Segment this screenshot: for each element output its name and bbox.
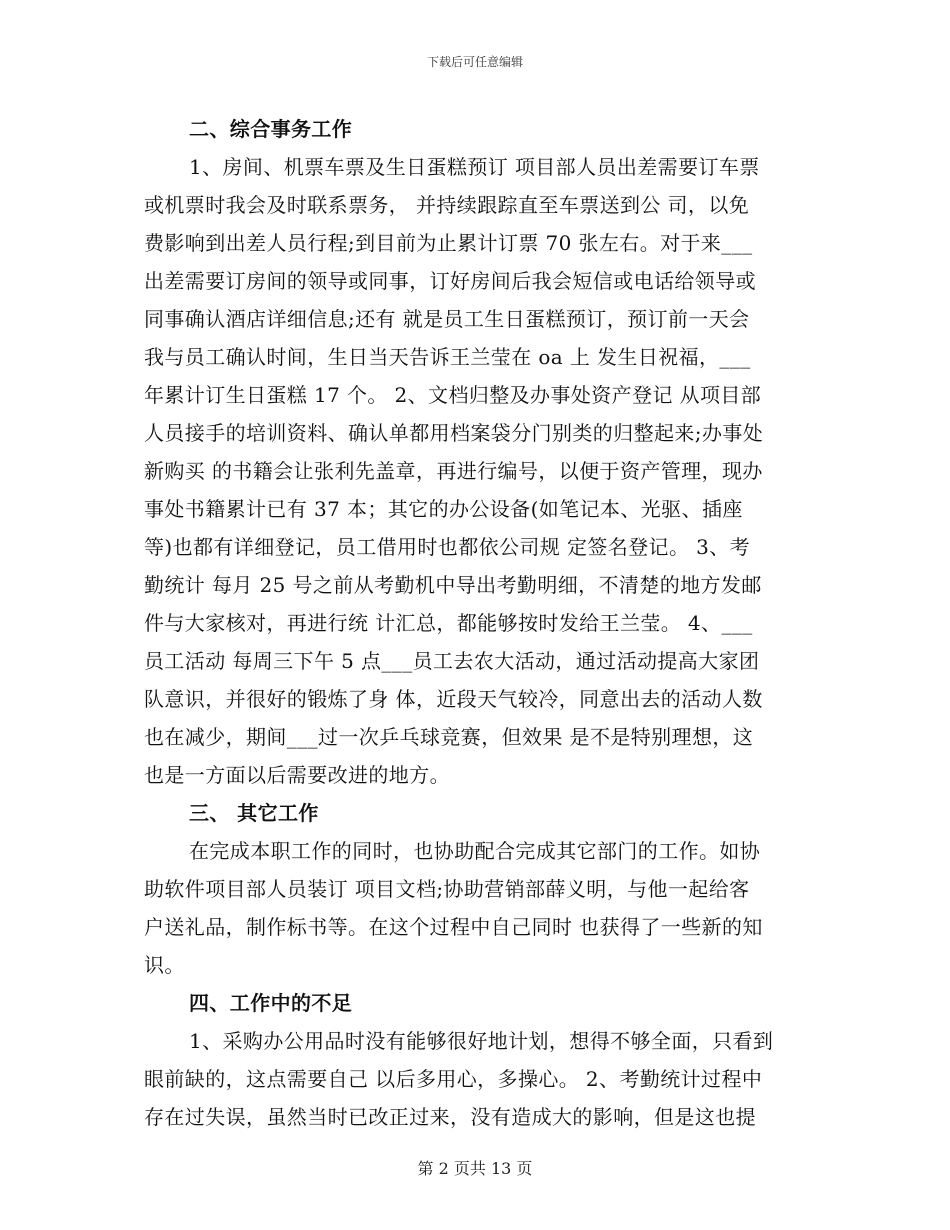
paragraph-line: 队意识，并很好的锻炼了身 体，近段天气较冷，同意出去的活动人数 xyxy=(144,687,763,711)
paragraph-line: 件与大家核对，再进行统 计汇总，都能够按时发给王兰莹。 4、___ xyxy=(144,611,753,635)
page-header: 下载后可任意编辑 xyxy=(426,55,523,69)
paragraph-line: 等)也都有详细登记，员工借用时也都依公司规 定签名登记。 3、考 xyxy=(144,535,751,559)
paragraph-line: 我与员工确认时间，生日当天告诉王兰莹在 oa 上 发生日祝福，___ xyxy=(144,345,751,369)
paragraph-line: 识。 xyxy=(144,953,185,977)
paragraph-line: 1、房间、机票车票及生日蛋糕预订 项目部人员出差需要订车票 xyxy=(189,155,760,179)
paragraph-line: 人员接手的培训资料、确认单都用档案袋分门别类的归整起来;办事处 xyxy=(144,421,764,445)
paragraph-line: 或机票时我会及时联系票务， 并持续跟踪直至车票送到公 司，以免 xyxy=(144,193,750,217)
section-heading-2: 二、综合事务工作 xyxy=(189,117,353,141)
page-footer: 第 2 页共 13 页 xyxy=(417,1159,533,1178)
paragraph-line: 费影响到出差人员行程;到目前为止累计订票 70 张左右。对于来___ xyxy=(144,231,753,255)
paragraph-line: 也是一方面以后需要改进的地方。 xyxy=(144,763,450,787)
document-body xyxy=(144,110,810,1136)
paragraph-line: 1、采购办公用品时没有能够很好地计划，想得不够全面，只看到 xyxy=(189,1029,774,1053)
paragraph-line: 出差需要订房间的领导或同事，订好房间后我会短信或电话给领导或 xyxy=(144,269,756,293)
paragraph-line: 同事确认酒店详细信息;还有 就是员工生日蛋糕预订，预订前一天会 xyxy=(144,307,750,331)
paragraph-line: 员工活动 每周三下午 5 点___员工去农大活动，通过活动提高大家团 xyxy=(144,649,760,673)
paragraph-line: 户送礼品，制作标书等。在这个过程中自己同时 也获得了一些新的知 xyxy=(144,915,763,939)
paragraph-line: 事处书籍累计已有 37 本；其它的办公设备(如笔记本、光驱、插座 xyxy=(144,497,743,521)
paragraph-line: 年累计订生日蛋糕 17 个。 2、文档归整及办事处资产登记 从项目部 xyxy=(144,383,762,407)
paragraph-line: 存在过失误，虽然当时已改正过来，没有造成大的影响，但是这也提 xyxy=(144,1105,756,1129)
paragraph-line: 新购买 的书籍会让张利先盖章，再进行编号，以便于资产管理，现办 xyxy=(144,459,763,483)
section-heading-3: 三、 其它工作 xyxy=(189,801,319,825)
paragraph-line: 勤统计 每月 25 号之前从考勤机中导出考勤明细，不清楚的地方发邮 xyxy=(144,573,762,597)
paragraph-line: 也在减少，期间___过一次乒乓球竞赛，但效果 是不是特别理想，这 xyxy=(144,725,754,749)
paragraph-line: 在完成本职工作的同时，也协助配合完成其它部门的工作。如协 xyxy=(189,839,761,863)
paragraph-line: 眼前缺的，这点需要自己 以后多用心，多操心。 2、考勤统计过程中 xyxy=(144,1067,763,1091)
section-heading-4: 四、工作中的不足 xyxy=(189,991,353,1015)
paragraph-line: 助软件项目部人员装订 项目文档;协助营销部薛义明，与他一起给客 xyxy=(144,877,750,901)
